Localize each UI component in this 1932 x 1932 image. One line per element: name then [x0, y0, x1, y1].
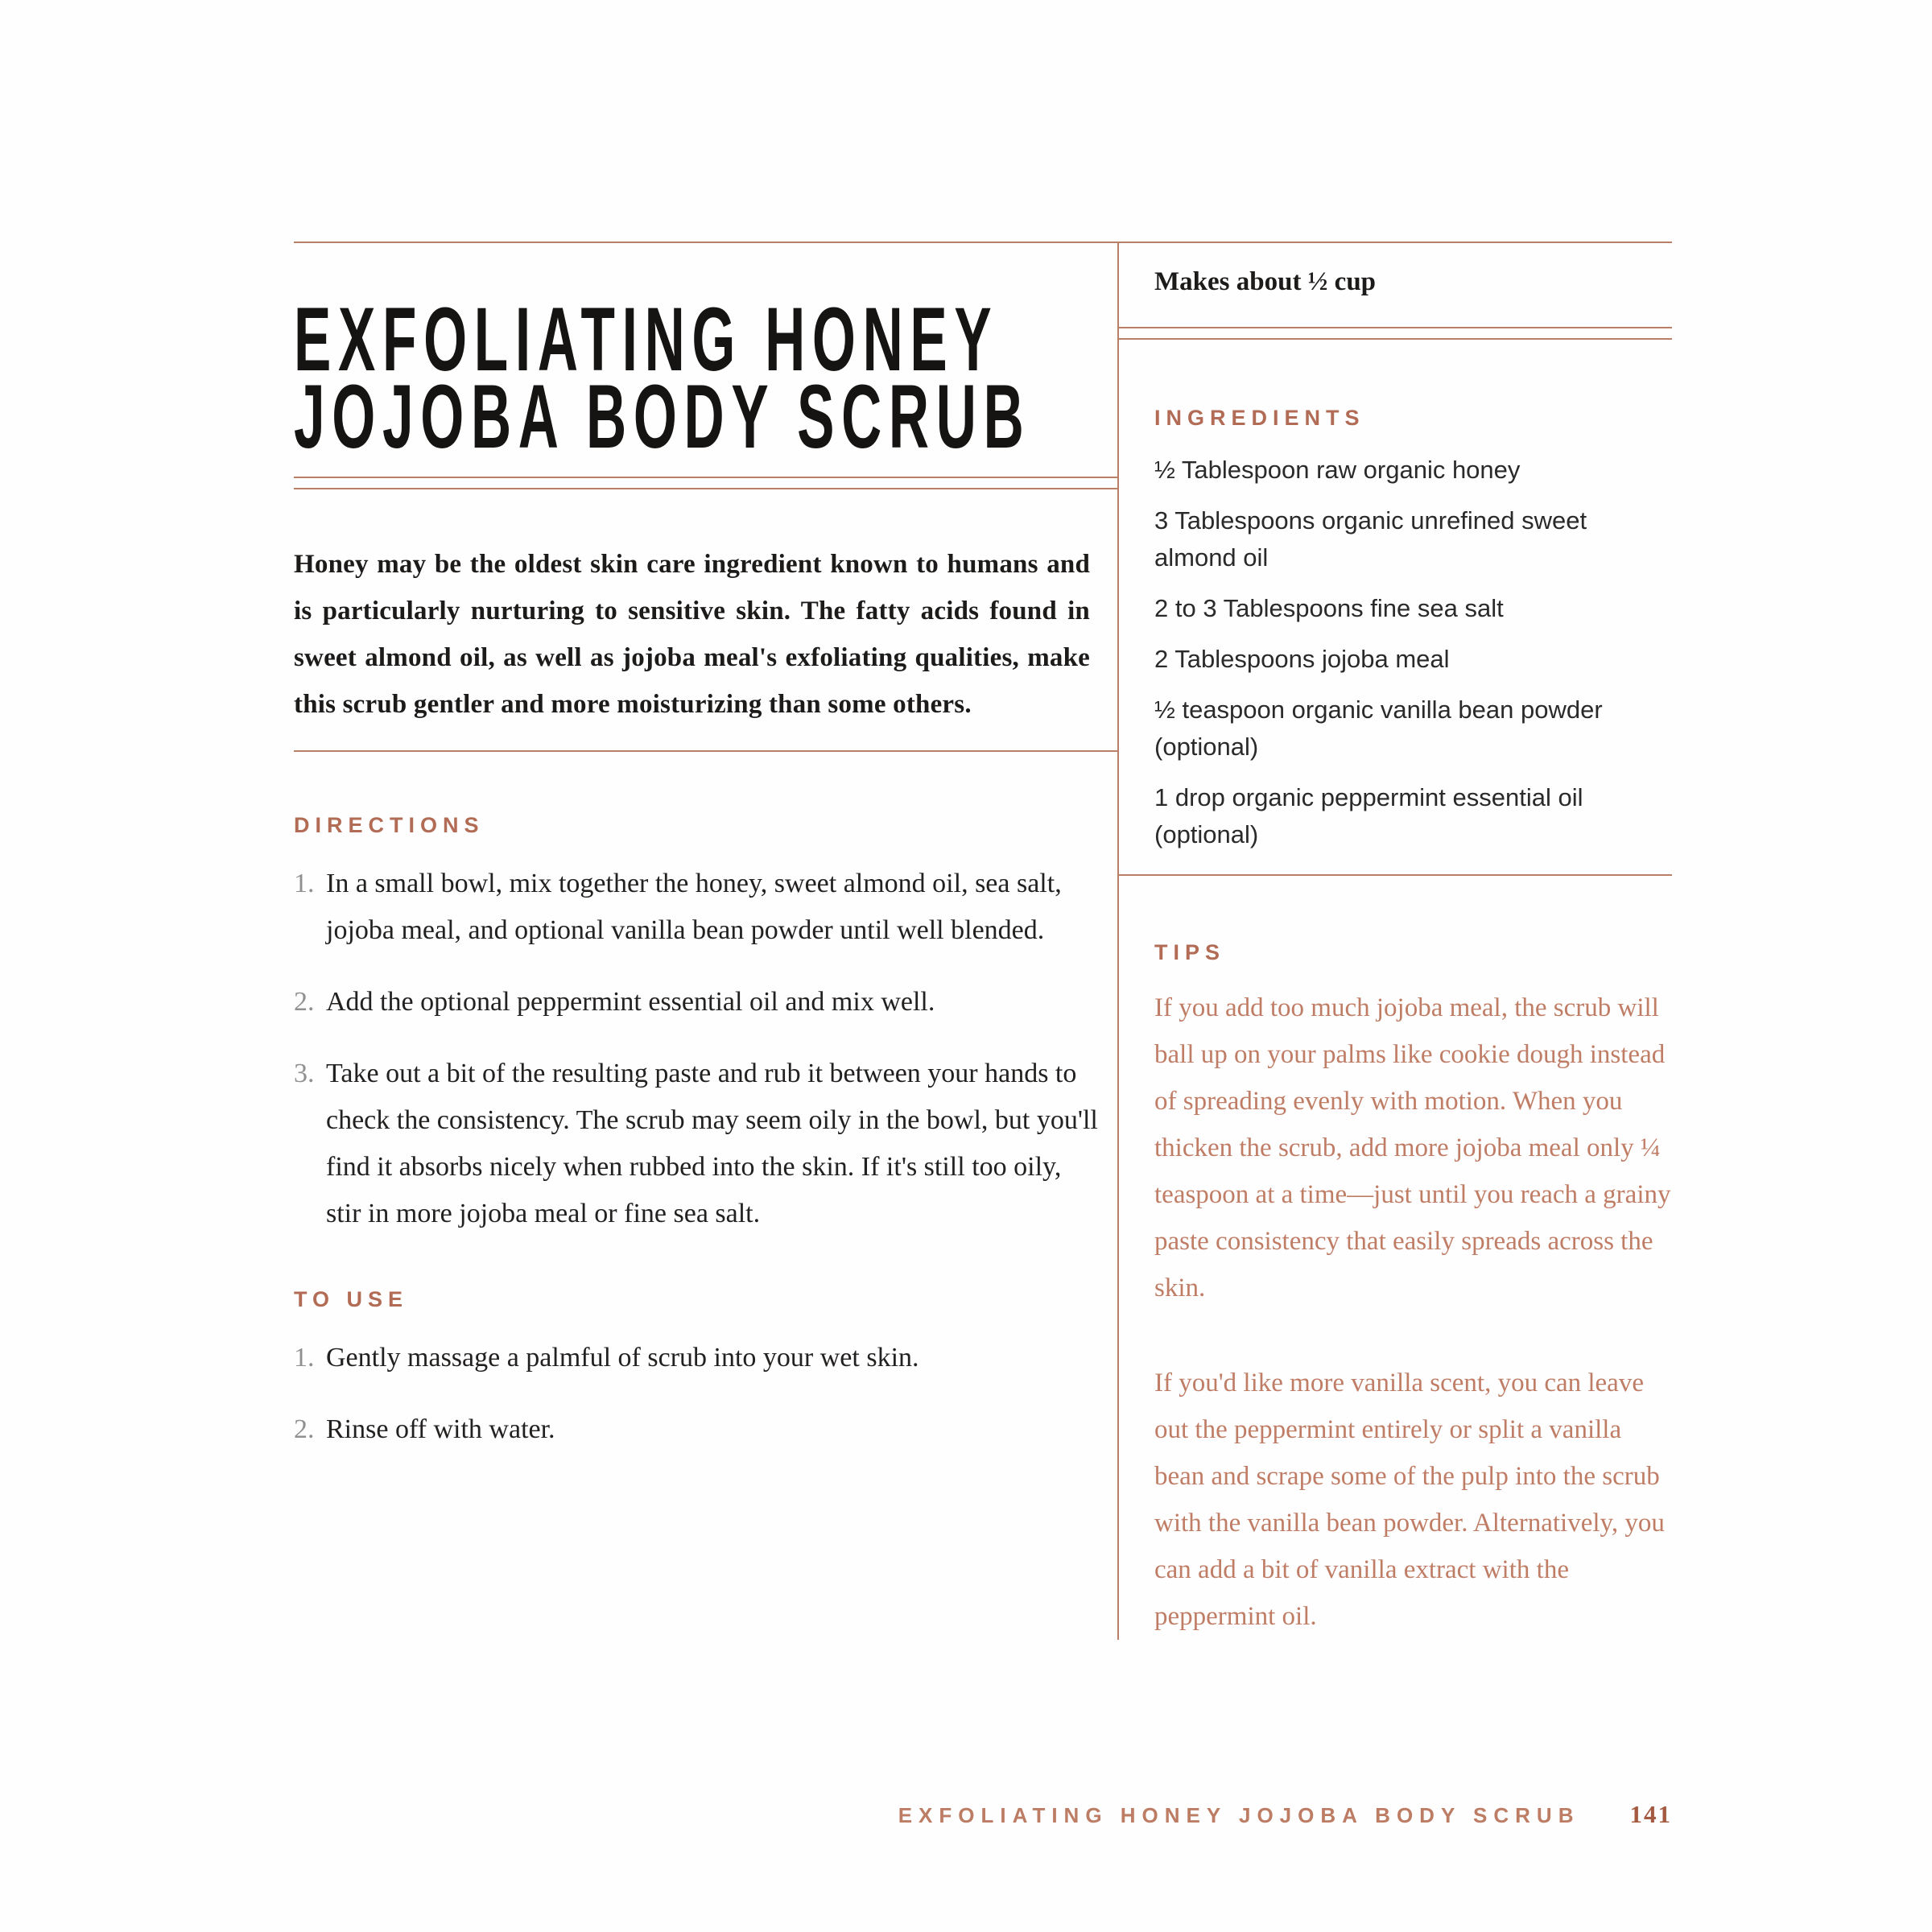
step-text: Rinse off with water. — [326, 1414, 555, 1444]
intro-paragraph: Honey may be the oldest skin care ingredient known to humans and is particularly nurturing to sensitive skin. The fatty acids found in sweet almond oil, as well as jojoba meal's exfoliating qualities, make this scrub gentler and more moisturizing than some others. — [294, 550, 1090, 719]
top-divider-right — [1119, 242, 1672, 243]
step-text: Add the optional peppermint essential oil and mix well. — [326, 987, 935, 1017]
title-divider — [294, 477, 1117, 489]
ingredient-item: 2 to 3 Tablespoons fine sea salt — [1154, 594, 1504, 622]
intro-divider — [294, 750, 1117, 752]
direction-step — [294, 979, 1101, 1026]
ingredients-list — [1154, 452, 1672, 853]
tip-paragraph: If you'd like more vanilla scent, you can leave out the peppermint entirely or split a vanilla bean and scrape some of the pulp into the scrub with the vanilla bean powder. Alternatively, you can add a bit of vanilla extract with the peppermint oil. — [1154, 1368, 1665, 1631]
yield-note: Makes about ½ cup — [1154, 267, 1377, 296]
step-number: 1. — [294, 1343, 315, 1373]
page-content — [294, 242, 1672, 1640]
tip-paragraph: If you add too much jojoba meal, the scrub will ball up on your palms like cookie dough instead of spreading evenly with motion. When you thicken the scrub, add more jojoba meal only ¼ teaspoon at a time—just until you reach a grainy paste consistency that easily spreads across the skin. — [1154, 993, 1671, 1302]
step-number: 2. — [294, 987, 315, 1017]
top-divider-left — [294, 242, 1117, 243]
page-footer — [898, 1800, 1672, 1829]
page-title-line2: JOJOBA BODY SCRUB — [294, 366, 1031, 467]
ingredients-heading: INGREDIENTS — [1154, 406, 1365, 430]
tips-heading: TIPS — [1154, 940, 1226, 964]
to-use-step — [294, 1335, 1101, 1381]
direction-step — [294, 861, 1101, 954]
direction-step — [294, 1051, 1101, 1237]
to-use-step — [294, 1406, 1101, 1453]
left-column — [294, 242, 1117, 1478]
step-text: Gently massage a palmful of scrub into your wet skin. — [326, 1343, 919, 1373]
ingredient-item: 1 drop organic peppermint essential oil (optional) — [1154, 783, 1583, 848]
step-text: In a small bowl, mix together the honey, sweet almond oil, sea salt, jojoba meal, and optional vanilla bean powder until well blended. — [326, 869, 1062, 945]
footer-page-number: 141 — [1629, 1800, 1672, 1828]
step-number: 3. — [294, 1059, 315, 1088]
yield-divider — [1119, 327, 1672, 340]
ingredient-item: 3 Tablespoons organic unrefined sweet almond oil — [1154, 506, 1587, 572]
footer-recipe-name: EXFOLIATING HONEY JOJOBA BODY SCRUB — [898, 1803, 1580, 1827]
directions-list — [294, 861, 1117, 1237]
to-use-list — [294, 1335, 1117, 1453]
ingredients-divider — [1119, 874, 1672, 876]
step-number: 2. — [294, 1414, 315, 1444]
step-text: Take out a bit of the resulting paste and rub it between your hands to check the consistency. The scrub may seem oily in the bowl, but you'll find it absorbs nicely when rubbed into the skin. If it's still too oily, stir in more jojoba meal or fine sea salt. — [326, 1059, 1098, 1228]
ingredient-item: 2 Tablespoons jojoba meal — [1154, 645, 1450, 673]
ingredient-item: ½ Tablespoon raw organic honey — [1154, 456, 1521, 484]
page-title-line1: EXFOLIATING HONEY — [294, 289, 999, 390]
page-title — [294, 289, 1031, 467]
to-use-heading: TO USE — [294, 1287, 409, 1311]
directions-heading: DIRECTIONS — [294, 813, 485, 837]
ingredient-item: ½ teaspoon organic vanilla bean powder (optional) — [1154, 696, 1603, 761]
step-number: 1. — [294, 869, 315, 898]
right-column — [1117, 242, 1672, 1640]
